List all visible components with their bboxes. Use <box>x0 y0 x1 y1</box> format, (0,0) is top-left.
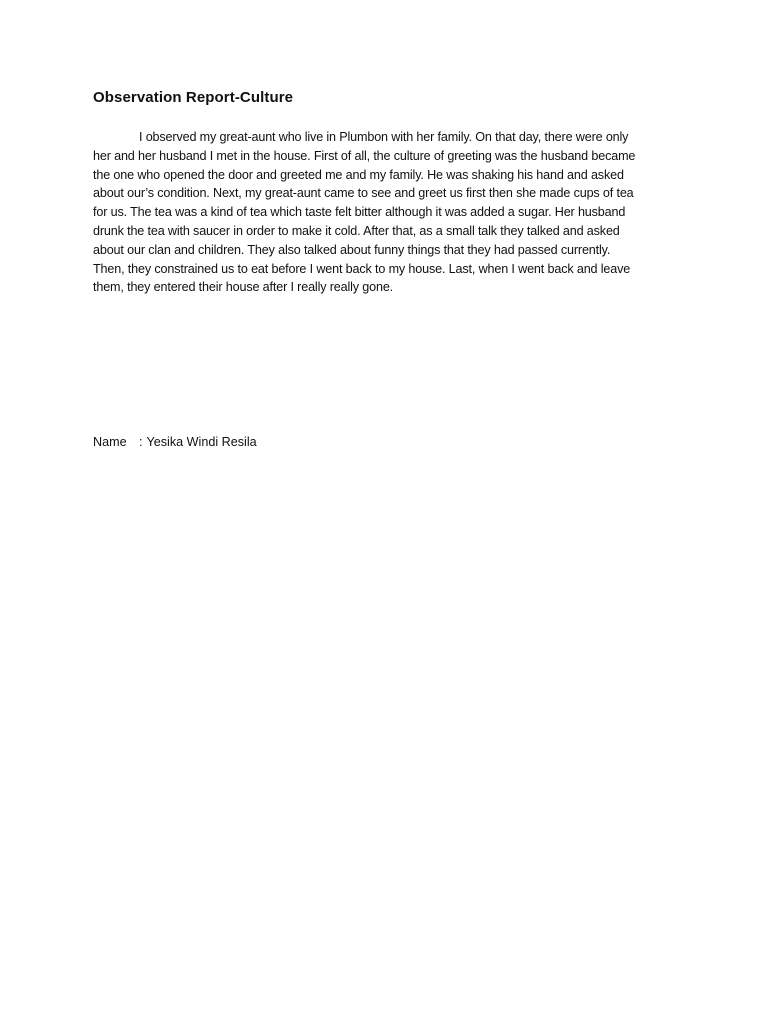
paragraph-line: the one who opened the door and greeted me and my family. He was shaking his hand and asked <box>93 167 624 182</box>
author-name-row <box>93 433 257 451</box>
paragraph-line: I observed my great-aunt who live in Plumbon with her family. On that day, there were only <box>139 130 629 144</box>
paragraph-line: her and her husband I met in the house. First of all, the culture of greeting was the husband became <box>93 148 636 163</box>
name-label: Name <box>93 435 127 449</box>
author-name: Yesika Windi Resila <box>146 435 257 449</box>
paragraph-line: drunk the tea with saucer in order to make it cold. After that, as a small talk they talked and asked <box>93 223 620 238</box>
paragraph-line: for us. The tea was a kind of tea which taste felt bitter although it was added a sugar. Her husband <box>93 205 626 220</box>
paragraph-line: about our’s condition. Next, my great-aunt came to see and greet us first then she made cups of tea <box>93 186 634 201</box>
paragraph-line: Then, they constrained us to eat before I went back to my house. Last, when I went back and leave <box>93 261 631 276</box>
report-paragraph <box>93 128 673 297</box>
paragraph-line: about our clan and children. They also talked about funny things that they had passed currently. <box>93 242 611 257</box>
page-title: Observation Report-Culture <box>93 89 294 106</box>
name-colon: : <box>139 435 143 449</box>
paragraph-line: them, they entered their house after I really really gone. <box>93 280 394 295</box>
